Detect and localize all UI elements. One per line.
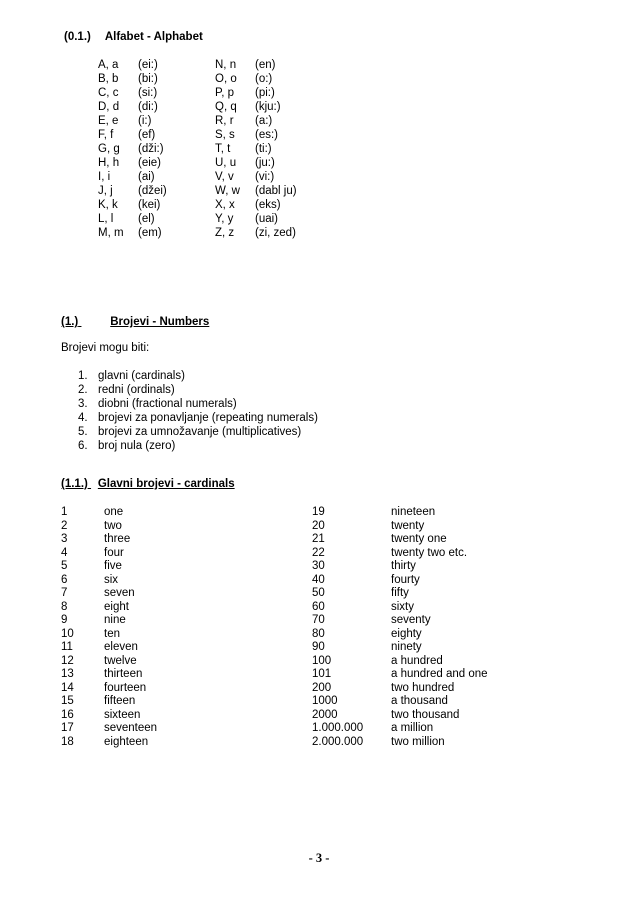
alphabet-pronunciation: (zi, zed)	[255, 227, 296, 239]
cardinal-number: 12	[61, 654, 74, 667]
cardinals-left-numbers	[61, 506, 74, 749]
alphabet-left-sounds	[138, 58, 167, 240]
cardinal-number: 16	[61, 708, 74, 721]
alphabet-pronunciation: (kju:)	[255, 101, 281, 113]
numbers-list-marker: 1.	[78, 370, 88, 382]
alphabet-letter: Y, y	[215, 213, 234, 225]
alphabet-letter: I, i	[98, 171, 111, 183]
cardinal-number: 19	[312, 506, 325, 518]
cardinal-number: 7	[61, 587, 68, 599]
cardinal-number: 18	[61, 735, 74, 748]
cardinal-number: 15	[61, 695, 74, 707]
numbers-list-item: brojevi za umnožavanje (multiplicatives)	[98, 426, 302, 438]
numbers-list-item: glavni (cardinals)	[98, 370, 185, 382]
alphabet-letter: R, r	[215, 115, 234, 127]
alphabet-pronunciation: (ef)	[138, 129, 156, 141]
alphabet-letter: W, w	[215, 185, 240, 197]
cardinal-number: 2	[61, 519, 68, 532]
cardinal-word: fifty	[391, 587, 409, 599]
cardinal-word: fourty	[391, 573, 420, 586]
alphabet-letter: Z, z	[215, 227, 235, 239]
cardinal-number: 22	[312, 546, 325, 559]
cardinal-word: sixteen	[104, 708, 141, 721]
alphabet-heading	[64, 31, 203, 43]
numbers-heading-title: Brojevi - Numbers	[110, 316, 210, 328]
numbers-list-marker: 3.	[78, 398, 88, 410]
cardinal-number: 1.000.000	[312, 722, 364, 734]
alphabet-letter: S, s	[215, 129, 235, 141]
alphabet-pronunciation: (si:)	[138, 87, 158, 99]
cardinal-number: 2.000.000	[312, 735, 364, 748]
numbers-list-marker: 4.	[78, 412, 88, 424]
alphabet-letter: K, k	[98, 199, 118, 211]
numbers-list-marker: 2.	[78, 384, 88, 396]
numbers-list-texts	[98, 369, 318, 453]
numbers-list-item: brojevi za ponavljanje (repeating numerals)	[98, 412, 318, 424]
alphabet-letter: H, h	[98, 157, 120, 169]
cardinal-word: eighty	[391, 627, 422, 640]
alphabet-right-sounds	[255, 58, 297, 240]
alphabet-pronunciation: (en)	[255, 59, 276, 71]
cardinal-word: eleven	[104, 641, 138, 653]
cardinal-word: eight	[104, 600, 129, 613]
alphabet-letter: V, v	[215, 171, 234, 183]
cardinal-word: a hundred and one	[391, 668, 488, 680]
cardinal-number: 60	[312, 600, 325, 613]
cardinal-number: 1000	[312, 695, 338, 707]
alphabet-pronunciation: (pi:)	[255, 87, 275, 99]
cardinal-word: one	[104, 506, 124, 518]
cardinal-number: 13	[61, 668, 74, 680]
cardinal-number: 101	[312, 668, 332, 680]
cardinal-word: two	[104, 519, 122, 532]
alphabet-letter: E, e	[98, 115, 119, 127]
alphabet-letter: A, a	[98, 59, 119, 71]
cardinal-number: 100	[312, 654, 332, 667]
alphabet-letter: L, l	[98, 213, 114, 225]
cardinal-word: seventy	[391, 614, 431, 626]
cardinal-word: six	[104, 573, 119, 586]
alphabet-pronunciation: (vi:)	[255, 171, 275, 183]
alphabet-pronunciation: (es:)	[255, 129, 278, 141]
alphabet-pronunciation: (eie)	[138, 157, 162, 169]
cardinal-number: 50	[312, 587, 325, 599]
cardinal-word: a million	[391, 722, 434, 734]
numbers-list-item: diobni (fractional numerals)	[98, 398, 237, 410]
cardinal-number: 1	[61, 506, 68, 518]
alphabet-pronunciation: (ju:)	[255, 157, 275, 169]
cardinal-word: two million	[391, 735, 445, 748]
cardinal-number: 14	[61, 681, 74, 694]
cardinal-number: 3	[61, 533, 68, 545]
cardinal-word: two thousand	[391, 708, 460, 721]
cardinal-word: four	[104, 546, 124, 559]
cardinal-word: a thousand	[391, 695, 448, 707]
cardinal-word: twenty one	[391, 533, 447, 545]
cardinals-right-numbers	[312, 506, 363, 749]
cardinal-word: thirteen	[104, 668, 143, 680]
cardinal-number: 200	[312, 681, 332, 694]
alphabet-pronunciation: (ai)	[138, 171, 155, 183]
alphabet-pronunciation: (dži:)	[138, 143, 164, 155]
cardinal-number: 70	[312, 614, 325, 626]
cardinal-word: ninety	[391, 641, 422, 653]
cardinal-word: twenty	[391, 519, 425, 532]
cardinals-heading	[61, 478, 235, 490]
cardinal-number: 8	[61, 600, 68, 613]
cardinal-word: seven	[104, 587, 135, 599]
alphabet-pronunciation: (uai)	[255, 213, 279, 225]
alphabet-pronunciation: (ti:)	[255, 143, 272, 155]
cardinal-word: nineteen	[391, 506, 436, 518]
cardinal-number: 90	[312, 641, 325, 653]
alphabet-pronunciation: (dabl ju)	[255, 185, 297, 197]
cardinal-word: fifteen	[104, 695, 136, 707]
alphabet-pronunciation: (eks)	[255, 199, 281, 211]
cardinal-number: 6	[61, 573, 68, 586]
cardinal-number: 40	[312, 573, 325, 586]
cardinals-left-words	[104, 506, 157, 749]
cardinal-number: 21	[312, 533, 325, 545]
cardinal-word: twelve	[104, 654, 137, 667]
cardinals-right-words	[391, 506, 488, 749]
alphabet-letter: O, o	[215, 73, 237, 85]
alphabet-pronunciation: (ei:)	[138, 59, 158, 71]
cardinal-number: 11	[61, 641, 73, 653]
cardinal-word: eighteen	[104, 735, 149, 748]
cardinal-word: ten	[104, 627, 120, 640]
alphabet-letter: X, x	[215, 199, 235, 211]
cardinal-number: 80	[312, 627, 325, 640]
cardinal-word: seventeen	[104, 722, 158, 734]
alphabet-letter: C, c	[98, 87, 119, 99]
cardinal-word: thirty	[391, 560, 416, 572]
alphabet-pronunciation: (kei)	[138, 199, 161, 211]
alphabet-pronunciation: (bi:)	[138, 73, 158, 85]
alphabet-letter: N, n	[215, 59, 237, 71]
alphabet-letter: D, d	[98, 101, 120, 113]
alphabet-letter: G, g	[98, 143, 120, 155]
alphabet-heading-number: (0.1.)	[64, 31, 91, 43]
numbers-list-marker: 5.	[78, 426, 88, 438]
alphabet-letter: Q, q	[215, 101, 237, 113]
alphabet-letter: U, u	[215, 157, 237, 169]
cardinal-number: 2000	[312, 708, 338, 721]
alphabet-letter: F, f	[98, 129, 114, 141]
cardinal-word: three	[104, 533, 131, 545]
alphabet-right-letters	[215, 58, 240, 240]
numbers-list-item: broj nula (zero)	[98, 440, 176, 452]
alphabet-pronunciation: (em)	[138, 227, 162, 239]
alphabet-letter: P, p	[215, 87, 234, 99]
cardinal-number: 20	[312, 519, 325, 532]
cardinals-heading-number: (1.1.)	[61, 478, 88, 490]
alphabet-letter: B, b	[98, 73, 119, 85]
alphabet-pronunciation: (džei)	[138, 185, 167, 197]
cardinal-word: a hundred	[391, 654, 443, 667]
alphabet-heading-title: Alfabet - Alphabet	[104, 31, 203, 43]
alphabet-pronunciation: (i:)	[138, 115, 152, 127]
numbers-list-marker: 6.	[78, 440, 88, 452]
alphabet-pronunciation: (di:)	[138, 101, 158, 113]
alphabet-pronunciation: (o:)	[255, 73, 273, 85]
numbers-list-item: redni (ordinals)	[98, 384, 175, 396]
cardinals-heading-title: Glavni brojevi - cardinals	[97, 478, 235, 490]
cardinal-word: two hundred	[391, 681, 455, 694]
cardinal-word: nine	[104, 614, 126, 626]
cardinal-number: 10	[61, 627, 74, 640]
numbers-heading-number: (1.)	[61, 316, 79, 328]
alphabet-pronunciation: (a:)	[255, 115, 273, 127]
numbers-list-markers	[78, 369, 88, 453]
alphabet-letter: J, j	[98, 185, 113, 197]
alphabet-left-letters	[98, 58, 124, 240]
page-number: - 3 -	[308, 851, 330, 865]
cardinal-word: sixty	[391, 600, 414, 613]
cardinal-number: 30	[312, 560, 325, 572]
alphabet-letter: T, t	[215, 143, 231, 155]
cardinal-word: fourteen	[104, 681, 147, 694]
numbers-intro: Brojevi mogu biti:	[61, 342, 150, 354]
alphabet-letter: M, m	[98, 227, 124, 239]
cardinal-word: twenty two etc.	[391, 546, 468, 559]
alphabet-pronunciation: (el)	[138, 213, 155, 225]
cardinal-word: five	[104, 560, 122, 572]
cardinal-number: 5	[61, 560, 68, 572]
cardinal-number: 9	[61, 614, 68, 626]
numbers-heading	[61, 316, 209, 328]
cardinal-number: 4	[61, 546, 68, 559]
cardinal-number: 17	[61, 722, 74, 734]
